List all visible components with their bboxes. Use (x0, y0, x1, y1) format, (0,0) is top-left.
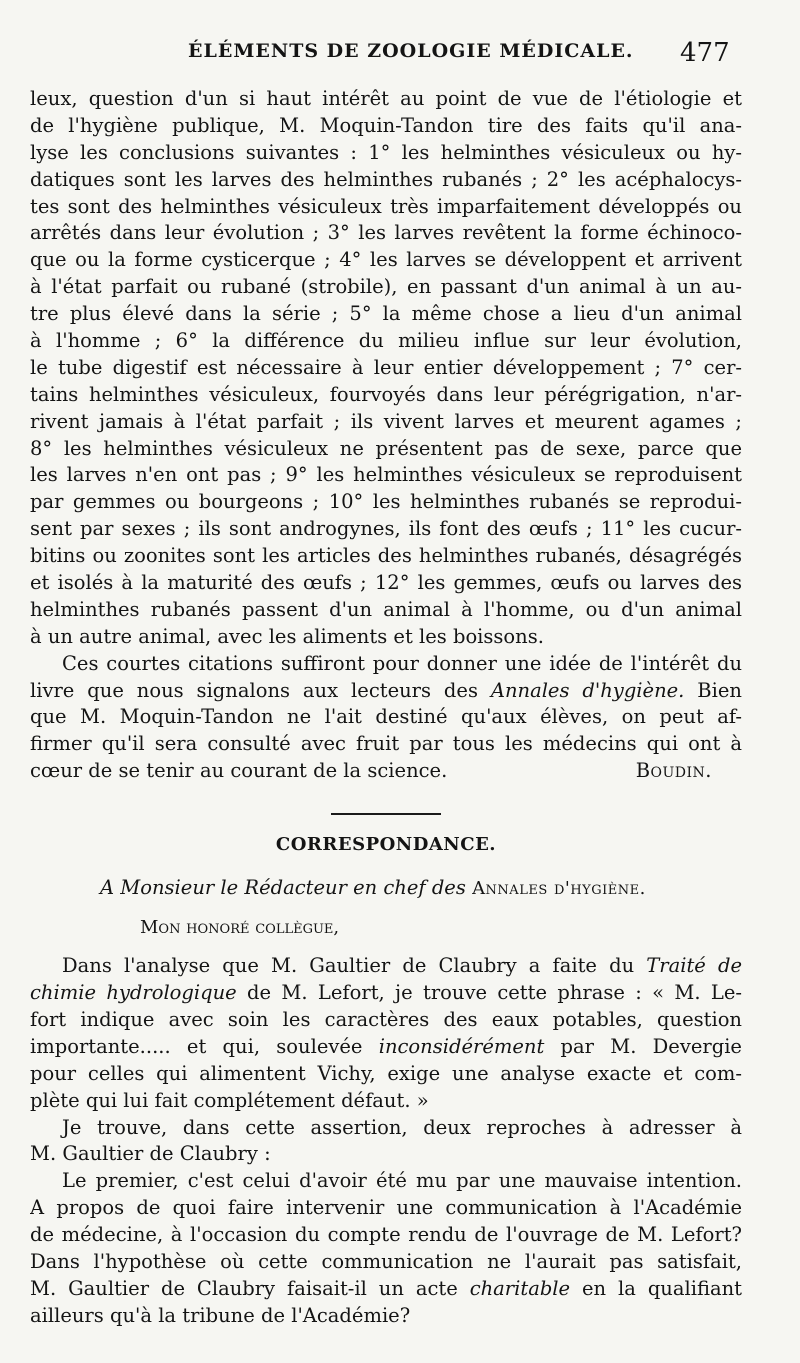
text-line: tre plus élevé dans la série ; 5° la même chose a lieu d'un animal (30, 302, 742, 326)
text-line: les larves n'en ont pas ; 9° les helminthes vésiculeux se reproduisent (30, 463, 742, 487)
text-line: à l'homme ; 6° la différence du milieu influe sur leur évolution, (30, 329, 742, 353)
page-number: 477 (680, 38, 730, 68)
text-line: de médecine, à l'occasion du compte rendu de l'ouvrage de M. Lefort? (30, 1223, 742, 1247)
text-line: sent par sexes ; ils sont androgynes, ils font des œufs ; 11° les cucur- (30, 517, 742, 541)
book-title: chimie hydrologique (30, 981, 237, 1005)
text-line: à un autre animal, avec les aliments et les boissons. (30, 624, 544, 648)
text-line: datiques sont les larves des helminthes rubanés ; 2° les acéphalocys- (30, 167, 742, 191)
text-span: Bien (684, 678, 742, 702)
body-text (30, 86, 742, 1330)
text-line: à l'état parfait ou rubané (strobile), en passant d'un animal à un au- (30, 275, 742, 299)
text-line: par gemmes ou bourgeons ; 10° les helminthes rubanés se reprodui- (30, 490, 742, 514)
paragraph-quotation (30, 953, 742, 1114)
letter-address (30, 873, 742, 903)
text-line: lyse les conclusions suivantes : 1° les helminthes vésiculeux ou hy- (30, 140, 742, 164)
text-line: Je trouve, dans cette assertion, deux reproches à adresser à (62, 1115, 742, 1139)
text-line (30, 1276, 742, 1303)
text-span: par M. Devergie (544, 1034, 742, 1058)
text-line (30, 678, 742, 705)
text-span: cœur de se tenir au courant de la science. (30, 759, 448, 783)
text-line: rivent jamais à l'état parfait ; ils vivent larves et meurent agames ; (30, 409, 742, 433)
text-line: M. Gaultier de Claubry : (30, 1142, 271, 1166)
text-line (30, 980, 742, 1007)
letter-salutation: Mon honoré collègue, (140, 917, 340, 939)
text-span: Dans l'analyse que M. Gaultier de Claubry a faite du (62, 954, 647, 978)
section-title: CORRESPONDANCE. (275, 834, 497, 856)
paragraph-first-reproach (30, 1168, 742, 1329)
text-line (30, 1034, 742, 1061)
book-title: Traité de (646, 954, 742, 978)
emphasis: inconsidérément (378, 1034, 545, 1058)
text-line: tains helminthes vésiculeux, fourvoyés dans leur pérégrigation, n'ar- (30, 382, 742, 406)
text-span: importante..... et qui, soulevée (30, 1034, 379, 1058)
text-line (30, 758, 742, 785)
text-line: pour celles qui alimentent Vichy, exige une analyse exacte et com- (30, 1061, 742, 1085)
paragraph-review-conclusion (30, 651, 742, 785)
text-line: que ou la forme cysticerque ; 4° les larves se développent et arrivent (30, 248, 742, 272)
journal-title: Annales d'hygiène. (490, 678, 685, 702)
text-line: Dans l'hypothèse où cette communication ne l'aurait pas satisfait, (30, 1249, 742, 1273)
journal-name: Annales d'hygiène. (472, 878, 646, 900)
text-line: Le premier, c'est celui d'avoir été mu par une mauvaise intention. (62, 1169, 742, 1193)
text-line: plète qui lui fait complétement défaut. » (30, 1088, 429, 1112)
text-line: arrêtés dans leur évolution ; 3° les larves revêtent la forme échinoco- (30, 221, 742, 245)
section-divider (331, 813, 441, 815)
text-line: tes sont des helminthes vésiculeux très imparfaitement développés ou (30, 194, 742, 218)
text-line: 8° les helminthes vésiculeux ne présentent pas de sexe, parce que (30, 436, 742, 460)
running-title: ÉLÉMENTS DE ZOOLOGIE MÉDICALE. (188, 40, 634, 62)
text-line (30, 953, 742, 980)
text-span: livre que nous signalons aux lecteurs des (30, 678, 491, 702)
paragraph-conclusions (30, 86, 742, 651)
text-line: fort indique avec soin les caractères des eaux potables, question (30, 1007, 742, 1031)
text-line: bitins ou zoonites sont les articles des helminthes rubanés, désagrégés (30, 544, 742, 568)
address-text: A Monsieur le Rédacteur en chef des (100, 876, 473, 900)
text-span: de M. Lefort, je trouve cette phrase : « M. Le- (236, 981, 742, 1005)
text-line: leux, question d'un si haut intérêt au point de vue de l'étiologie et (30, 87, 742, 110)
emphasis: charitable (469, 1276, 571, 1300)
text-line: helminthes rubanés passent d'un animal à l'homme, ou d'un animal (30, 597, 742, 621)
text-span: en la qualifiant (570, 1276, 742, 1300)
text-line: ailleurs qu'à la tribune de l'Académie? (30, 1303, 411, 1327)
text-line: de l'hygiène publique, M. Moquin-Tandon tire des faits qu'il ana- (30, 113, 742, 137)
text-line: le tube digestif est nécessaire à leur entier développement ; 7° cer- (30, 355, 742, 379)
page-header (0, 38, 800, 72)
text-line: que M. Moquin-Tandon ne l'ait destiné qu'aux élèves, on peut af- (30, 705, 742, 729)
text-line: et isolés à la maturité des œufs ; 12° les gemmes, œufs ou larves des (30, 571, 742, 595)
text-line: firmer qu'il sera consulté avec fruit par tous les médecins qui ont à (30, 732, 742, 756)
text-line: Ces courtes citations suffiront pour donner une idée de l'intérêt du (62, 651, 742, 675)
paragraph-reproaches (30, 1115, 742, 1169)
text-line: A propos de quoi faire intervenir une communication à l'Académie (30, 1196, 742, 1220)
text-span: M. Gaultier de Claubry faisait-il un acte (30, 1276, 470, 1300)
author-signature: Boudin. (635, 759, 712, 783)
